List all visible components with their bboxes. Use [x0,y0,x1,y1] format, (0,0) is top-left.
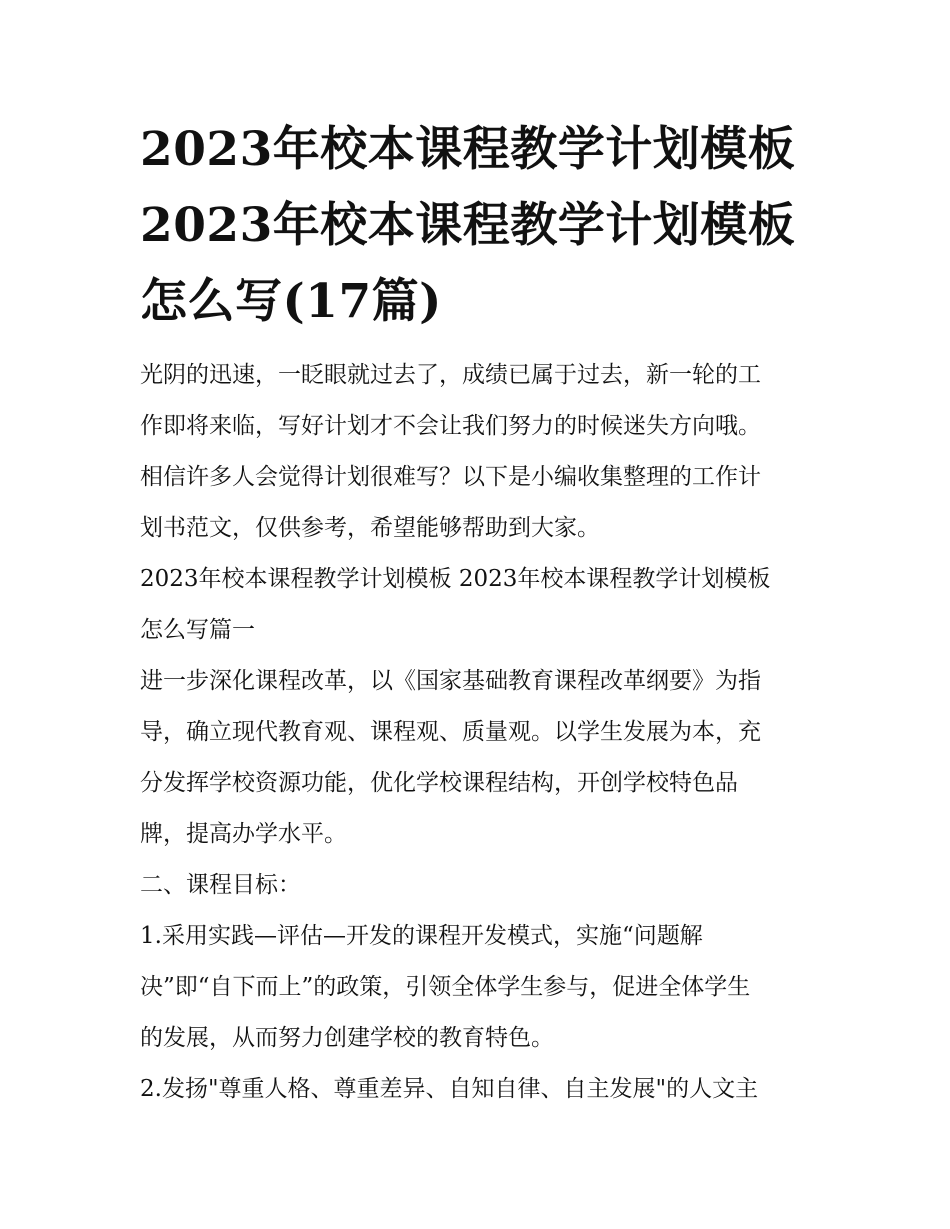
text-line: 二、课程目标： [140,872,301,898]
text-line: 进一步深化课程改革，以《国家基础教育课程改革纲要》为指 [140,668,761,694]
document-title [140,112,820,340]
guideline-paragraph [140,656,820,860]
section-heading [140,554,820,656]
text-line: 导，确立现代教育观、课程观、质量观。以学生发展为本，充 [140,719,761,745]
text-line: 1.采用实践—评估—开发的课程开发模式，实施“问题解 [140,923,703,949]
text-line: 相信许多人会觉得计划很难写？以下是小编收集整理的工作计 [140,464,761,490]
text-line: 作即将来临，写好计划才不会让我们努力的时候迷失方向哦。 [140,413,761,439]
title-line: 2023年校本课程教学计划模板 [140,198,796,253]
text-line: 光阴的迅速，一眨眼就过去了，成绩已属于过去，新一轮的工 [140,362,761,388]
goals-heading [140,860,820,911]
text-line: 划书范文，仅供参考，希望能够帮助到大家。 [140,515,600,541]
goal-item-2 [140,1064,820,1115]
text-line: 的发展，从而努力创建学校的教育特色。 [140,1025,554,1051]
text-line: 决”即“自下而上”的政策，引领全体学生参与，促进全体学生 [140,974,751,1000]
title-line: 2023年校本课程教学计划模板 [140,122,796,177]
goal-item-1 [140,911,820,1064]
text-line: 牌，提高办学水平。 [140,821,347,847]
text-line: 2.发扬"尊重人格、尊重差异、自知自律、自主发展"的人文主 [140,1076,759,1102]
intro-paragraph [140,350,820,554]
text-line: 2023年校本课程教学计划模板 2023年校本课程教学计划模板 [140,566,771,592]
title-line: 怎么写(17篇) [140,274,442,329]
document-page [140,112,820,1115]
text-line: 怎么写篇一 [140,617,255,643]
text-line: 分发挥学校资源功能，优化学校课程结构，开创学校特色品 [140,770,738,796]
